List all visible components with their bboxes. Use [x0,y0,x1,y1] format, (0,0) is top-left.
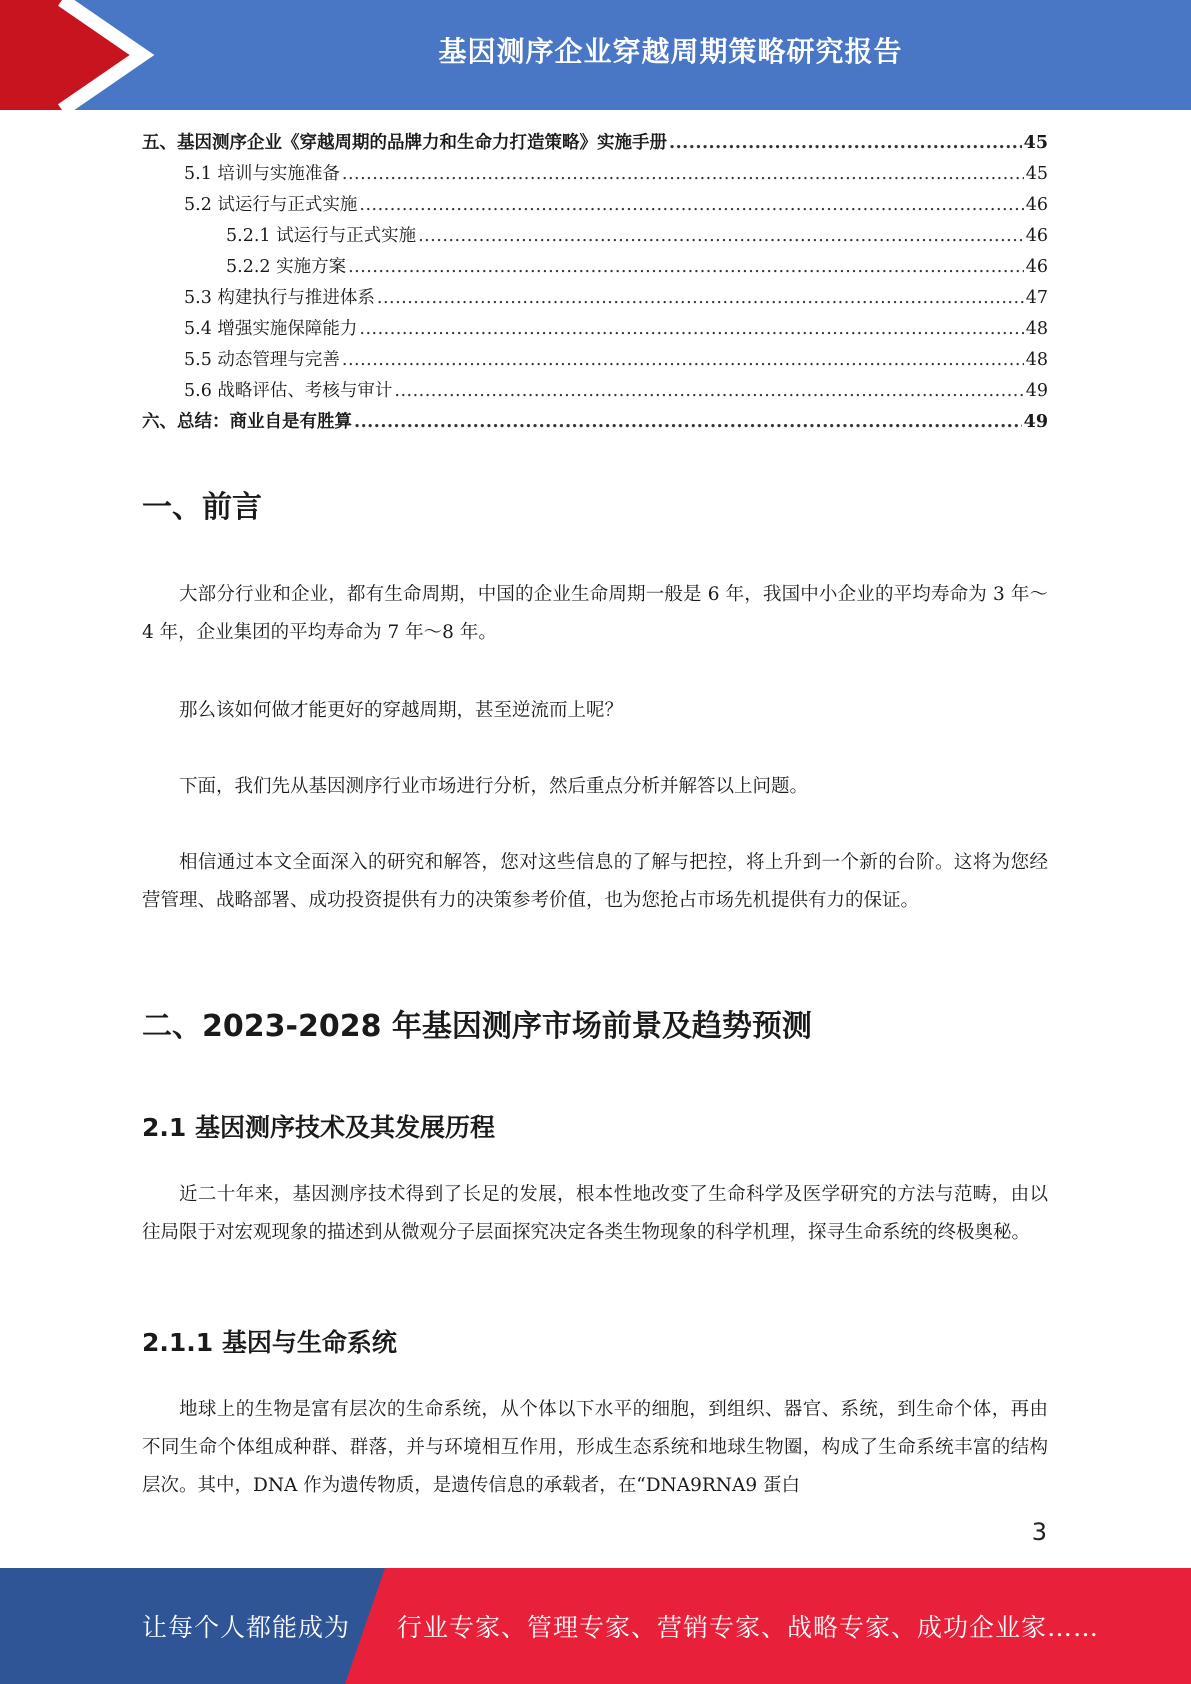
toc-entry-page: 45 [1023,133,1048,153]
toc-entry[interactable] [142,221,1048,252]
toc-entry-title: 5.2.2 实施方案 [226,257,347,277]
toc-entry[interactable] [142,190,1048,221]
toc-dot-leader [418,221,1024,252]
paragraph: 下面，我们先从基因测序行业市场进行分析，然后重点分析并解答以上问题。 [179,776,809,797]
toc-entry[interactable] [142,345,1048,376]
toc-entry-page: 48 [1025,319,1048,339]
footer-slogan-right: 行业专家、管理专家、营销专家、战略专家、成功企业家…… [397,1613,1100,1642]
toc-entry[interactable] [142,314,1048,345]
paragraph: 地球上的生物是富有层次的生命系统，从个体以下水平的细胞，到组织、器官、系统，到生命个体，再由不同生命个体组成种群、群落，并与环境相互作用，形成生态系统和地球生物圈，构成了生命系统丰富的结构层次。其中，DNA 作为遗传物质，是遗传信息的承载者，在“DNA9RNA9 蛋白 [142,1399,1048,1496]
paragraph: 相信通过本文全面深入的研究和解答，您对这些信息的了解与把控，将上升到一个新的台阶。这将为您经营管理、战略部署、成功投资提供有力的决策参考价值，也为您抢占市场先机提供有力的保证。 [142,852,1048,911]
toc-entry-title: 5.6 战略评估、考核与审计 [184,381,393,401]
toc-entry-title: 5.5 动态管理与完善 [184,350,340,370]
footer-banner [0,1568,1191,1684]
page-number: 3 [1031,1518,1047,1546]
toc-entry[interactable] [142,283,1048,314]
toc-entry-page: 48 [1025,350,1048,370]
toc-entry[interactable] [142,128,1048,159]
section-heading-market-outlook: 二、2023-2028 年基因测序市场前景及趋势预测 [142,1009,812,1044]
toc-dot-leader [377,283,1024,314]
toc-entry-page: 49 [1025,381,1048,401]
toc-entry[interactable] [142,252,1048,283]
toc-entry-title: 六、总结：商业自是有胜算 [142,412,352,432]
section-heading-preface: 一、前言 [142,490,262,525]
toc-entry-page: 49 [1023,412,1048,432]
footer-slogan-left: 让每个人都能成为 [142,1613,351,1642]
toc-entry-page: 46 [1025,195,1048,215]
table-of-contents [142,128,1048,438]
toc-dot-leader [354,407,1022,438]
report-title: 基因测序企业穿越周期策略研究报告 [438,35,903,68]
toc-dot-leader [342,159,1024,190]
toc-entry-title: 5.1 培训与实施准备 [184,164,340,184]
toc-dot-leader [359,190,1023,221]
toc-entry-page: 46 [1025,226,1048,246]
toc-dot-leader [669,128,1022,159]
toc-entry[interactable] [142,376,1048,407]
header-banner [0,0,1191,110]
toc-dot-leader [359,314,1023,345]
subsection-heading-gene-life-system: 2.1.1 基因与生命系统 [142,1328,397,1357]
toc-dot-leader [342,345,1024,376]
paragraph: 近二十年来，基因测序技术得到了长足的发展，根本性地改变了生命科学及医学研究的方法与范畴，由以往局限于对宏观现象的描述到从微观分子层面探究决定各类生物现象的科学机理，探寻生命系统的终极奥秘。 [142,1184,1048,1243]
toc-entry[interactable] [142,159,1048,190]
toc-entry-page: 47 [1025,288,1048,308]
toc-entry-page: 46 [1025,257,1048,277]
paragraph: 大部分行业和企业，都有生命周期，中国的企业生命周期一般是 6 年，我国中小企业的平均寿命为 3 年～4 年，企业集团的平均寿命为 7 年～8 年。 [142,584,1048,643]
toc-dot-leader [348,252,1024,283]
toc-entry[interactable] [142,407,1048,438]
toc-entry-title: 5.2.1 试运行与正式实施 [226,226,417,246]
toc-entry-page: 45 [1025,164,1048,184]
toc-entry-title: 5.2 试运行与正式实施 [184,195,358,215]
toc-entry-title: 5.4 增强实施保障能力 [184,319,358,339]
toc-dot-leader [394,376,1023,407]
toc-entry-title: 5.3 构建执行与推进体系 [184,288,375,308]
paragraph: 那么该如何做才能更好的穿越周期，甚至逆流而上呢？ [179,700,624,721]
toc-entry-title: 五、基因测序企业《穿越周期的品牌力和生命力打造策略》实施手册 [142,133,667,153]
subsection-heading-sequencing-tech: 2.1 基因测序技术及其发展历程 [142,1113,495,1142]
